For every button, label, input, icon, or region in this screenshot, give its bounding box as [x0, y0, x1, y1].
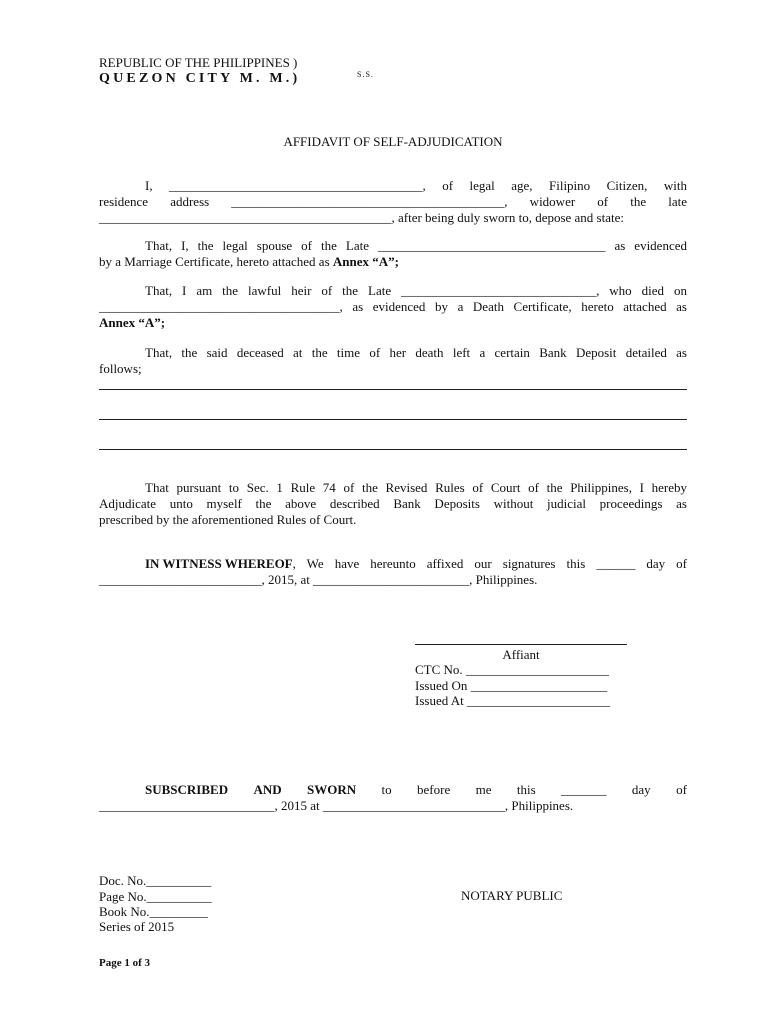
subscribed-line2: ___________________________, 2015 at ____________________________, Philippines. — [99, 798, 574, 813]
issued-on: Issued On _____________________ — [415, 678, 608, 693]
to-word: to — [381, 782, 392, 797]
para3-annex: Annex “A”; — [99, 315, 166, 330]
para2-text: by a Marriage Certificate, hereto attached as — [99, 254, 333, 269]
annex-a-label: Annex “A”; — [332, 254, 399, 269]
para1-line2: residence address __________________________________________, widower of the late — [99, 194, 687, 209]
para2-line2 — [99, 254, 399, 270]
witness-rest: , We have hereunto affixed our signatures this ______ day of — [292, 556, 687, 571]
subscribed-line1 — [145, 782, 687, 798]
subscribed-word: SUBSCRIBED — [145, 782, 229, 797]
of-word: of — [676, 782, 687, 797]
this-word: this — [516, 782, 536, 797]
page-number: Page No.__________ — [99, 889, 212, 904]
page-indicator: Page 1 of 3 — [99, 957, 151, 969]
witness-lead: IN WITNESS WHEREOF — [145, 556, 293, 571]
ctc-number: CTC No. ______________________ — [415, 662, 609, 677]
witness-line2: _________________________, 2015, at ________________________, Philippines. — [99, 572, 538, 587]
detail-line-3[interactable] — [99, 449, 687, 450]
para3-line2: _____________________________________, as evidenced by a Death Certificate, hereto attached as — [99, 299, 687, 314]
para1-line3: _____________________________________________, after being duly sworn to, depose and state: — [99, 210, 624, 225]
and-word: AND — [253, 782, 282, 797]
day-blank: _______ — [561, 782, 607, 797]
ss-mark: S.S. — [357, 70, 374, 79]
me-word: me — [475, 782, 492, 797]
para4-line2: follows; — [99, 361, 142, 376]
para5-line3: prescribed by the aforementioned Rules of Court. — [99, 512, 357, 527]
book-number: Book No._________ — [99, 904, 209, 919]
para1-line1: I, _______________________________________, of legal age, Filipino Citizen, with — [145, 178, 687, 193]
sworn-word: SWORN — [307, 782, 357, 797]
notary-public-label: NOTARY PUBLIC — [461, 888, 563, 903]
series-year: Series of 2015 — [99, 919, 175, 934]
republic-line: REPUBLIC OF THE PHILIPPINES ) — [99, 55, 298, 70]
affiant-label: Affiant — [502, 647, 540, 662]
para3-line1: That, I am the lawful heir of the Late ______________________________, who died on — [145, 283, 687, 298]
document-title: AFFIDAVIT OF SELF-ADJUDICATION — [283, 134, 503, 149]
para5-line1: That pursuant to Sec. 1 Rule 74 of the Revised Rules of Court of the Philippines, I hereby — [145, 480, 687, 495]
detail-line-1[interactable] — [99, 389, 687, 390]
para4-line1: That, the said deceased at the time of her death left a certain Bank Deposit detailed as — [145, 345, 687, 360]
affiant-signature-line[interactable] — [415, 644, 627, 645]
para5-line2: Adjudicate unto myself the above described Bank Deposits without judicial proceedings as — [99, 496, 687, 511]
doc-number: Doc. No.__________ — [99, 873, 212, 888]
city-line: QUEZON CITY M. M.) — [99, 71, 301, 86]
detail-line-2[interactable] — [99, 419, 687, 420]
before-word: before — [417, 782, 451, 797]
witness-line1 — [145, 556, 687, 572]
issued-at: Issued At ______________________ — [415, 693, 610, 708]
day-word: day — [631, 782, 651, 797]
para2-line1: That, I, the legal spouse of the Late ___________________________________ as evidenced — [145, 238, 687, 253]
